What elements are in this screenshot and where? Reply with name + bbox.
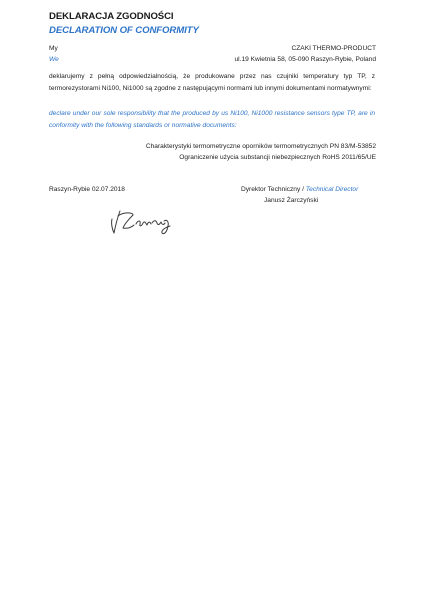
position-polish: Dyrektor Techniczny / [241,186,306,193]
declaration-polish [49,71,375,95]
signatory-name: Janusz Żarczyński [264,197,319,204]
title-polish: DEKLARACJA ZGODNOŚCI [49,11,174,22]
company-address: ul.19 Kwietnia 58, 05-090 Raszyn-Rybie, Poland [234,56,376,63]
we-label-english: We [49,56,59,63]
signatory-position [241,187,358,194]
company-name: CZAKI THERMO-PRODUCT [291,45,376,52]
declaration-polish-text: deklarujemy z pełną odpowiedzialnością, że produkowane przez nas czujniki temperatury typ TP, z termorezystorami Ni100, Ni1000 są zgodne z następującymi normami lub innymi dokumentami normatywnymi: [49,73,375,92]
standard-item: Charakterystyki termometryczne oporników termometrycznych PN 83/M-53852 [145,143,376,150]
declaration-english-text: declare under our sole responsibility that the produced by us Ni100, Ni1000 resistance sensors type TP, are in conformity with the following standards or normative documents: [49,110,375,129]
title-english: DECLARATION OF CONFORMITY [49,25,199,36]
we-label-polish: My [49,45,58,52]
standard-item: Ograniczenie użycia substancji niebezpiecznych RoHS 2011/65/UE [179,154,376,161]
position-english: Technical Director [305,186,359,193]
handwritten-signature [106,203,178,237]
place-date: Raszyn-Rybie 02.07.2018 [49,186,125,193]
declaration-english [49,108,375,132]
